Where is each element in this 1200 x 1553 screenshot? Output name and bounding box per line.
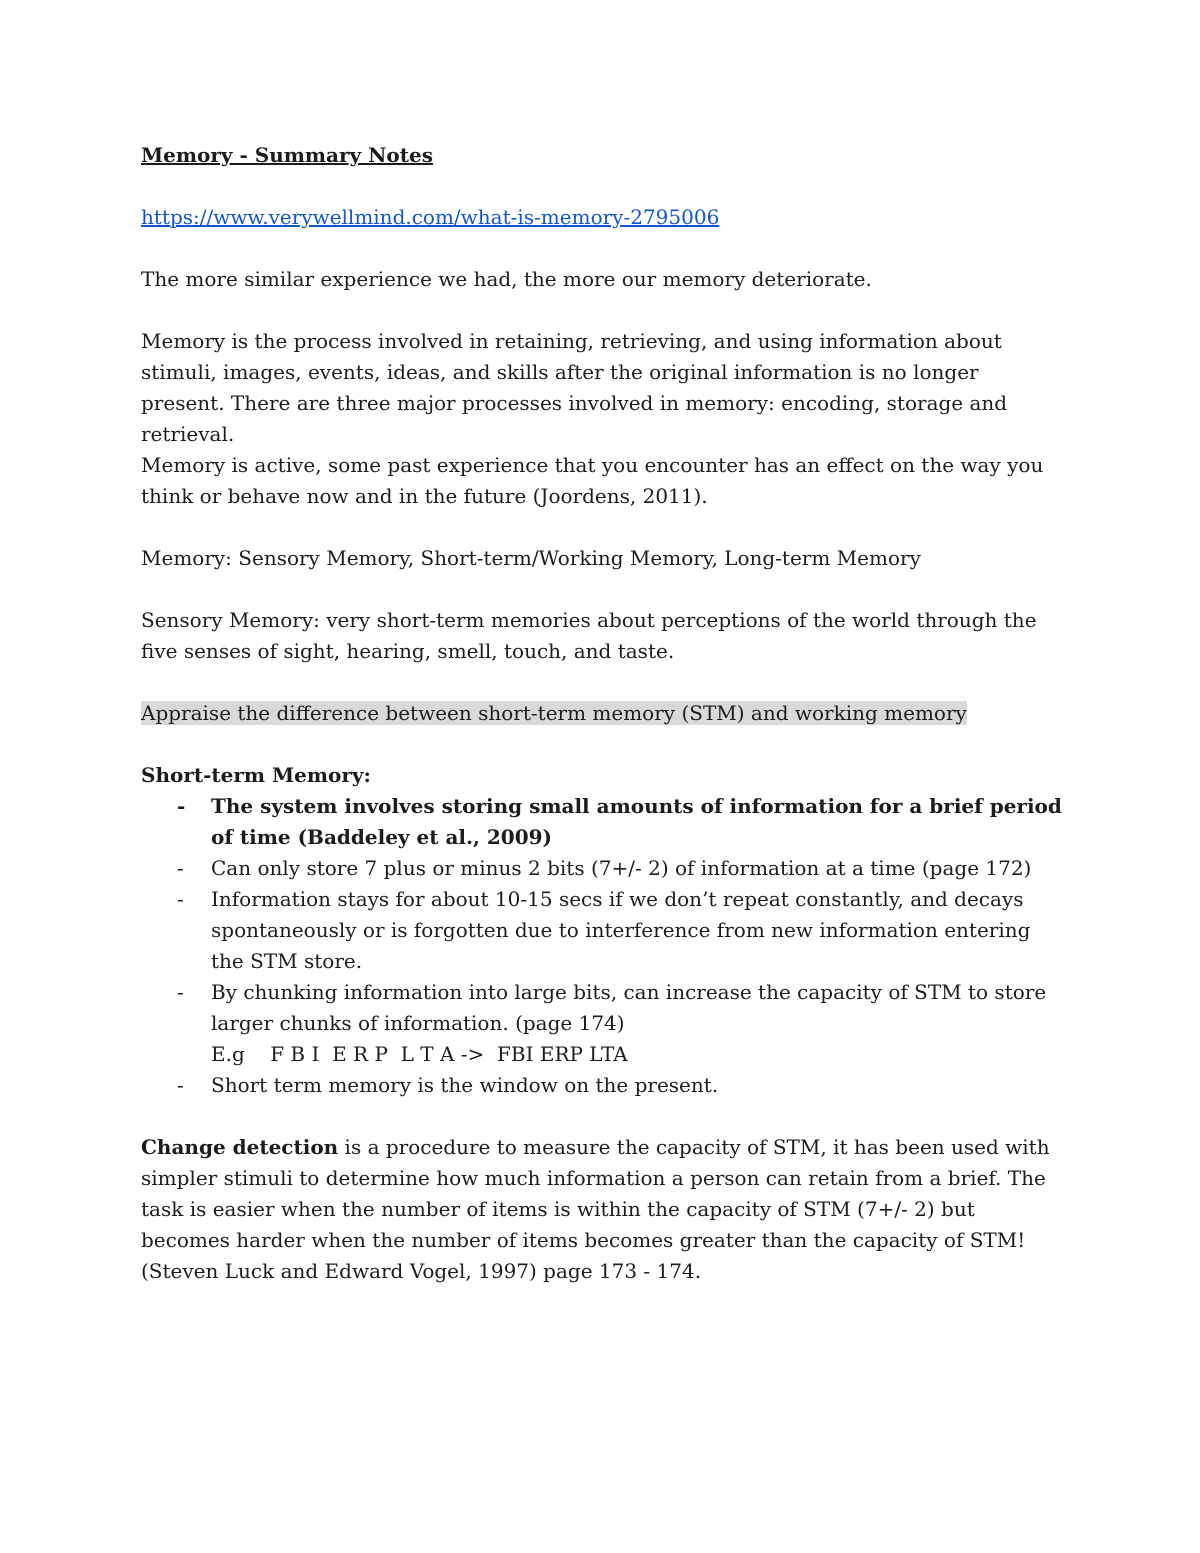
dash-bullet: - — [177, 856, 184, 880]
spacer — [141, 512, 1066, 543]
spacer — [141, 171, 1066, 202]
spacer — [141, 233, 1066, 264]
paragraph-similar-experience: The more similar experience we had, the more our memory deteriorate. — [141, 267, 872, 291]
dash-bullet: - — [177, 887, 184, 911]
highlighted-question: Appraise the difference between short-term memory (STM) and working memory — [141, 701, 967, 725]
dash-bullet: - — [177, 980, 184, 1004]
list-item — [141, 791, 1066, 853]
spacer — [141, 667, 1066, 698]
list-item — [141, 884, 1066, 977]
spacer — [141, 574, 1066, 605]
change-detection-text: is a procedure to measure the capacity of STM, it has been used with simpler stimuli to determine how much information a person can retain from a brief. The task is easier when the number of items is within the capacity of STM (7+/- 2) but becomes harder when the number of items becomes greater than the capacity of STM! (Steven Luck and Edward Vogel, 1997) page 173 - 174. — [141, 1135, 1050, 1283]
dash-bullet: - — [177, 1073, 184, 1097]
list-item — [141, 977, 1066, 1070]
change-detection-term: Change detection — [141, 1135, 339, 1159]
paragraph-sensory-memory: Sensory Memory: very short-term memories about perceptions of the world through the five senses of sight, hearing, smell, touch, and taste. — [141, 608, 1037, 663]
list-item — [141, 853, 1066, 884]
paragraph-change-detection — [141, 1132, 1066, 1287]
source-link[interactable]: https://www.verywellmind.com/what-is-memory-2795006 — [141, 205, 720, 229]
document-page — [141, 140, 1066, 1287]
list-item-text: The system involves storing small amounts of information for a brief period of time (Baddeley et al., 2009) — [211, 794, 1062, 849]
list-item-text: By chunking information into large bits, can increase the capacity of STM to store larger chunks of information. (page 174) — [211, 980, 1047, 1035]
spacer — [141, 729, 1066, 760]
stm-list — [141, 791, 1066, 1101]
paragraph-memory-definition: Memory is the process involved in retaining, retrieving, and using information about stimuli, images, events, ideas, and skills after the original information is no longer present. There are three major processes involved in memory: encoding, storage and retrieval. — [141, 329, 1008, 446]
list-item-text: Short term memory is the window on the present. — [211, 1073, 719, 1097]
list-item-text: Can only store 7 plus or minus 2 bits (7+/- 2) of information at a time (page 172) — [211, 856, 1032, 880]
list-item-text: Information stays for about 10-15 secs if we don’t repeat constantly, and decays spontaneously or is forgotten due to interference from new information entering the STM store. — [211, 887, 1031, 973]
stm-heading: Short-term Memory: — [141, 763, 371, 787]
dash-bullet: - — [177, 794, 186, 818]
spacer — [141, 295, 1066, 326]
spacer — [141, 1101, 1066, 1132]
list-item — [141, 1070, 1066, 1101]
paragraph-memory-active: Memory is active, some past experience that you encounter has an effect on the way you think or behave now and in the future (Joordens, 2011). — [141, 453, 1044, 508]
paragraph-memory-types: Memory: Sensory Memory, Short-term/Working Memory, Long-term Memory — [141, 546, 921, 570]
document-title: Memory - Summary Notes — [141, 143, 433, 167]
chunking-example: E.g F B I E R P L T A -> FBI ERP LTA — [211, 1042, 628, 1066]
